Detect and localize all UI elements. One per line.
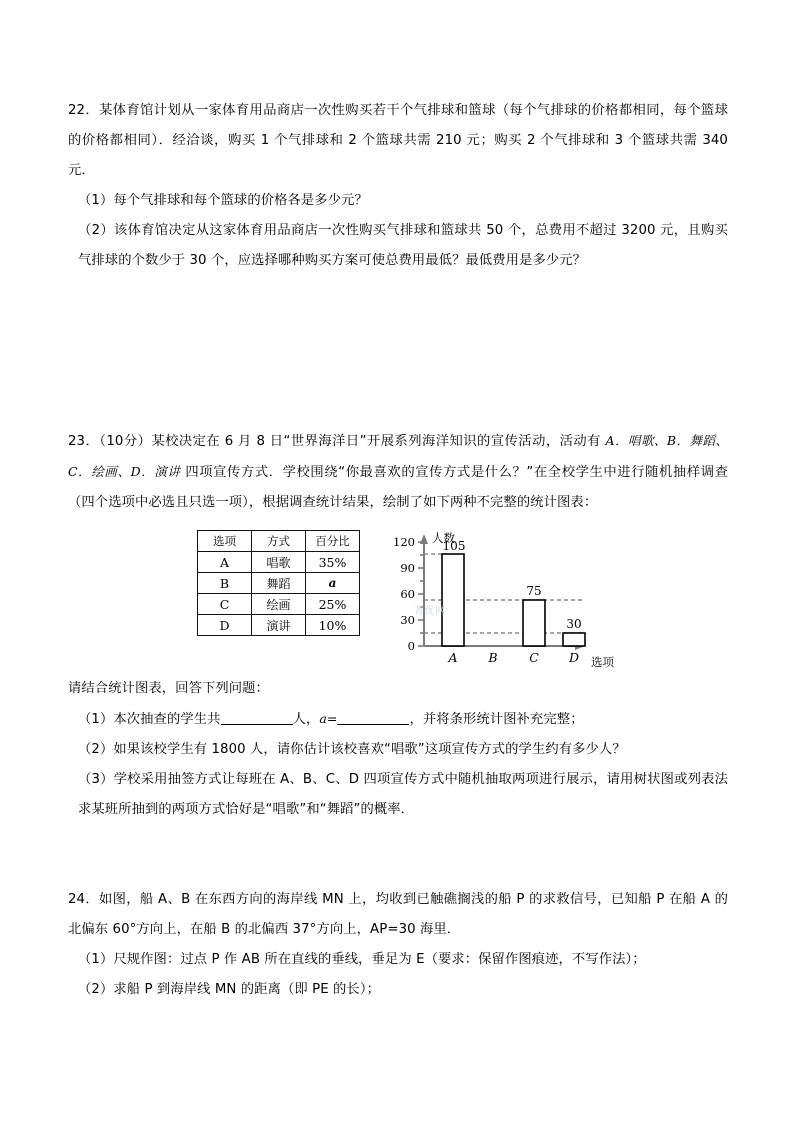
sub1-variable-a: a= [319,711,338,726]
problem-23-option-list: A．唱歌、B．舞蹈、C．绘画、D．演讲 [68,433,729,479]
bar-C [523,600,545,646]
x-axis-title: 选项 [591,655,614,669]
page-content [68,96,728,1005]
answer-space-22 [68,276,728,426]
problem-23-stem-part-a: 23．（10分）某校决定在 6 月 8 日“世界海洋日”开展系列海洋知识的宣传活动，活动有 [68,434,606,449]
y-tick-labels [393,535,415,653]
x-tick-B: B [488,650,498,665]
y-tick-0: 0 [407,639,415,653]
bar-D [563,633,585,646]
problem-22-sub-2: （2）该体育馆决定从这家体育用品商店一次性购买气排球和篮球共 50 个，总费用不超过 3200 元，且购买气排球的个数少于 30 个，应选择哪种购买方案可使总费用最低？最低费用是多少元？ [78,223,728,268]
stats-cell-method-c: 绘画 [252,594,306,615]
answer-blank-total [221,711,293,725]
problem-24-sub-1: （1）尺规作图：过点 P 作 AB 所在直线的垂线，垂足为 E（要求：保留作图痕迹，不写作法）； [78,952,646,967]
problem-23 [68,426,728,825]
problem-24 [68,885,728,1005]
y-tick-90: 90 [400,561,415,575]
stats-cell-option-a: A [198,552,252,573]
stats-header-option: 选项 [198,531,252,552]
stats-table-body [198,552,360,636]
stats-cell-percent-d: 10% [306,615,360,636]
x-tick-D: D [568,650,580,665]
bar-label-A: 105 [442,539,466,553]
problem-23-stem-part-b: 四项宣传方式．学校围绕“你最喜欢的宣传方式是什么？”在全校学生中进行随机抽样调查（四个选项中必选且只选一项），根据调查统计结果，绘制了如下两种不完整的统计图表： [68,465,728,510]
stats-cell-percent-b: a [306,573,360,594]
problem-23-stem [68,426,728,518]
problem-22-sub-1: （1）每个气排球和每个篮球的价格各是多少元？ [78,193,368,208]
table-row [198,552,360,573]
stats-table-header-row [198,531,360,552]
problem-22-stem: 22．某体育馆计划从一家体育用品商店一次性购买若干个气排球和篮球（每个气排球的价格都相同，每个篮球的价格都相同）．经洽谈，购买 1 个气排球和 2 个篮球共需 210 元；购买 2 个气排球和 3 个篮球共需 340 元． [68,103,728,178]
table-row [198,594,360,615]
stats-header-method: 方式 [252,531,306,552]
stats-table-head [198,531,360,552]
x-tick-A: A [448,650,458,665]
problem-24-stem: 24．如图，船 A、B 在东西方向的海岸线 MN 上，均收到已触礁搁浅的船 P 的求救信号，已知船 P 在船 A 的北偏东 60°方向上，在船 B 的北偏西 37°方向上，AP=30 海里． [68,892,728,937]
table-row [198,615,360,636]
stats-cell-option-d: D [198,615,252,636]
problem-23-sub-1 [68,704,728,735]
table-row [198,573,360,594]
survey-stats-table [197,530,360,636]
y-axis-title: 人数 [432,531,455,545]
bar-chart [386,524,646,674]
answer-space-23 [68,825,728,885]
stats-cell-option-c: C [198,594,252,615]
figure-row-23 [68,524,728,674]
bar-chart-svg [386,524,636,674]
problem-23-lead-in: 请结合统计图表，回答下列问题： [68,681,269,696]
bar-A [442,554,464,646]
y-tick-30: 30 [400,613,415,627]
problem-23-sub-2: （2）如果该校学生有 1800 人，请你估计该校喜欢“唱歌”这项宣传方式的学生约有多少人？ [78,742,626,757]
y-tick-120: 120 [393,535,415,549]
sub1-text-b: 人， [292,712,320,727]
sub1-text-a: （1）本次抽查的学生共 [78,712,221,727]
stats-header-percent: 百分比 [306,531,360,552]
sub1-text-c: ，并将条形统计图补充完整； [409,712,584,727]
answer-blank-a [337,711,409,725]
stats-cell-percent-c: 25% [306,594,360,615]
y-tick-60: 60 [400,587,415,601]
problem-22 [68,96,728,276]
stats-cell-method-a: 唱歌 [252,552,306,573]
stats-cell-percent-a: 35% [306,552,360,573]
x-tick-C: C [529,650,539,665]
x-tick-labels [447,650,579,665]
stats-cell-option-b: B [198,573,252,594]
problem-24-sub-2: （2）求船 P 到海岸线 MN 的距离（即 PE 的长）； [78,982,380,997]
problem-23-sub-3: （3）学校采用抽签方式让每班在 A、B、C、D 四项宣传方式中随机抽取两项进行展示，请用树状图或列表法求某班所抽到的两项方式恰好是“唱歌”和“舞蹈”的概率． [78,772,728,817]
stats-cell-method-d: 演讲 [252,615,306,636]
bar-label-C: 75 [526,584,542,598]
bar-label-D: 30 [566,617,582,631]
chart-watermark: 菁优网 [414,606,446,617]
stats-cell-method-b: 舞蹈 [252,573,306,594]
